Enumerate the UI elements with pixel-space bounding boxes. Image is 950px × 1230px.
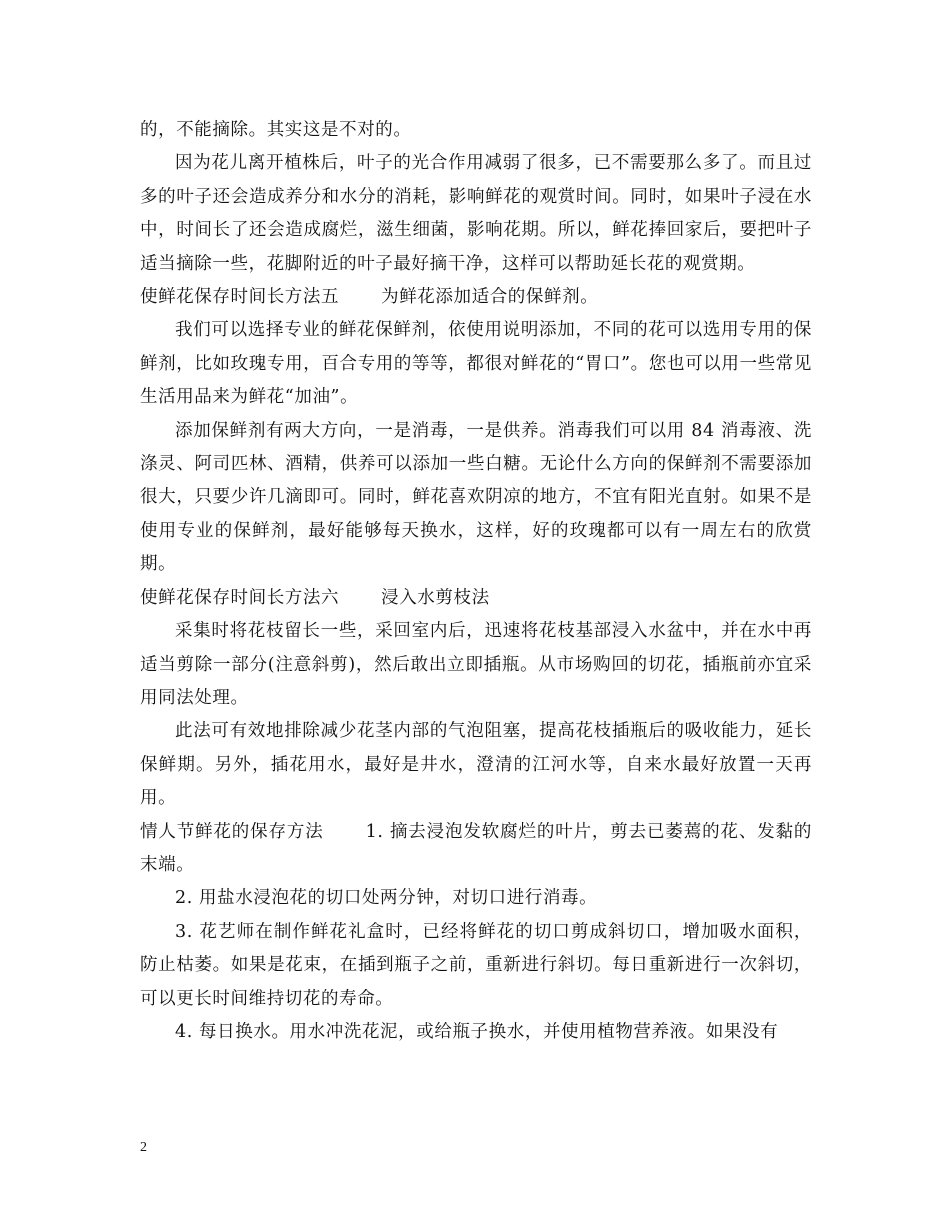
paragraph: 因为花儿离开植株后，叶子的光合作用减弱了很多，已不需要那么多了。而且过多的叶子还会造成养分和水分的消耗，影响鲜花的观赏时间。同时，如果叶子浸在水中，时间长了还会造成腐烂，滋生细菌，影响花期。所以，鲜花捧回家后，要把叶子适当摘除一些，花脚附近的叶子最好摘干净，这样可以帮助延长花的观赏期。 xyxy=(140,153,812,274)
paragraph: 添加保鲜剂有两大方向，一是消毒，一是供养。消毒我们可以用 84 消毒液、洗涤灵、阿司匹林、酒精，供养可以添加一些白糖。无论什么方向的保鲜剂不需要添加很大，只要少许几滴即可。同时，鲜花喜欢阴凉的地方，不宜有阳光直射。如果不是使用专业的保鲜剂，最好能够每天换水，这样，好的玫瑰都可以有一周左右的欣赏期。 xyxy=(140,420,812,575)
section-title: 使鲜花保存时间长方法六 xyxy=(140,587,340,608)
paragraph: 此法可有效地排除减少花茎内部的气泡阻塞，提高花枝插瓶后的吸收能力，延长保鲜期。另外，插花用水，最好是井水，澄清的江河水等，自来水最好放置一天再用。 xyxy=(140,721,812,809)
paragraph: 2. 用盐水浸泡花的切口处两分钟，对切口进行消毒。 xyxy=(175,888,598,909)
section-title: 情人节鲜花的保存方法 xyxy=(140,821,324,842)
section-heading xyxy=(140,816,812,883)
paragraph: 4. 每日换水。用水冲洗花泥，或给瓶子换水，并使用植物营养液。如果没有 xyxy=(175,1021,779,1042)
section-heading xyxy=(140,582,812,615)
paragraph: 采集时将花枝留长一些，采回室内后，迅速将花枝基部浸入水盆中，并在水中再适当剪除一部分(注意斜剪)，然后敢出立即插瓶。从市场购回的切花，插瓶前亦宜采用同法处理。 xyxy=(140,621,812,708)
page-number: 2 xyxy=(140,1140,147,1155)
paragraph: 3. 花艺师在制作鲜花礼盒时，已经将鲜花的切口剪成斜切口，增加吸水面积，防止枯萎。如果是花束，在插到瓶子之前，重新进行斜切。每日重新进行一次斜切，可以更长时间维持切花的寿命。 xyxy=(140,921,812,1009)
paragraph: 我们可以选择专业的鲜花保鲜剂，依使用说明添加，不同的花可以选用专用的保鲜剂，比如玫瑰专用，百合专用的等等，都很对鲜花的“胃口”。您也可以用一些常见生活用品来为鲜花“加油”。 xyxy=(140,320,812,408)
section-heading xyxy=(140,281,812,314)
section-text: 浸入水剪枝法 xyxy=(381,587,490,608)
section-text: 为鲜花添加适合的保鲜剂。 xyxy=(381,287,599,308)
body-text xyxy=(140,114,812,1049)
section-title: 使鲜花保存时间长方法五 xyxy=(140,287,340,308)
paragraph: 的，不能摘除。其实这是不对的。 xyxy=(140,120,412,140)
section-text: 1. 摘去浸泡发软腐烂的叶片，剪去已萎蔫的花、发黏的末端。 xyxy=(140,821,813,875)
